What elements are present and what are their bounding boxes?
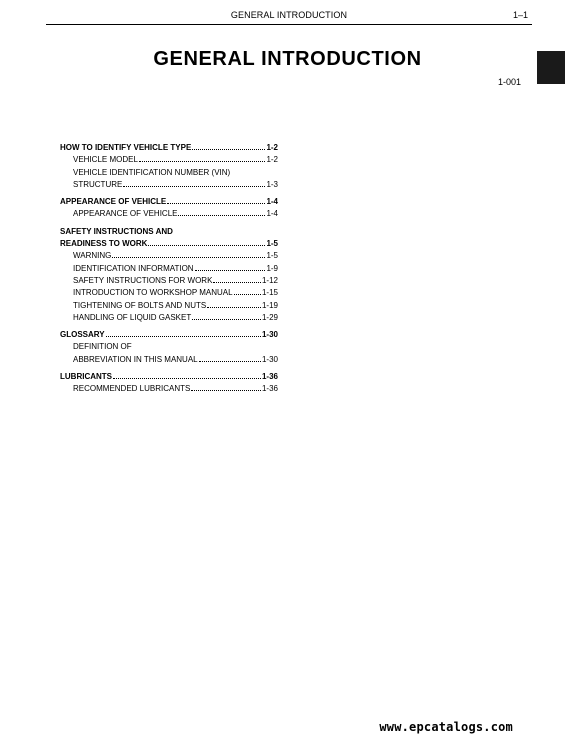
toc-leader-dots — [112, 256, 265, 258]
toc-entry-text: RECOMMENDED LUBRICANTS — [73, 384, 191, 394]
running-header-title: GENERAL INTRODUCTION — [230, 10, 348, 20]
toc-entry-page: 1-36 — [261, 384, 278, 394]
toc-main-entry[interactable] — [60, 329, 278, 341]
toc-leader-dots — [123, 185, 265, 187]
toc-entry-page: 1-4 — [266, 197, 278, 207]
toc-leader-dots — [199, 360, 261, 362]
toc-leader-dots — [167, 202, 265, 204]
toc-entry-text: HOW TO IDENTIFY VEHICLE TYPE — [60, 143, 192, 152]
toc-entry-text: INTRODUCTION TO WORKSHOP MANUAL — [73, 288, 233, 298]
page-title: GENERAL INTRODUCTION — [153, 48, 422, 70]
toc-entry-text: APPEARANCE OF VEHICLE — [60, 197, 167, 207]
toc-entry-page: 1-5 — [266, 239, 278, 249]
toc-entry-text: SAFETY INSTRUCTIONS FOR WORK — [73, 275, 213, 285]
toc-main-entry[interactable] — [60, 196, 278, 208]
table-of-contents — [60, 142, 278, 401]
toc-section — [60, 142, 278, 191]
toc-sub-entry[interactable] — [60, 167, 278, 179]
toc-leader-dots — [195, 269, 266, 271]
toc-entry-page: 1-5 — [266, 251, 278, 261]
toc-sub-entry[interactable] — [60, 312, 278, 324]
toc-entry-page: 1-2 — [266, 143, 278, 152]
toc-section — [60, 196, 278, 221]
toc-leader-dots — [139, 160, 266, 162]
toc-section — [60, 226, 278, 324]
toc-entry-text: TIGHTENING OF BOLTS AND NUTS — [73, 300, 207, 310]
toc-entry-text: IDENTIFICATION INFORMATION — [73, 263, 194, 273]
toc-sub-entry[interactable] — [60, 208, 278, 220]
running-header-page-number: 1–1 — [512, 10, 528, 20]
toc-section — [60, 371, 278, 396]
toc-leader-dots — [234, 293, 261, 295]
toc-entry-page: 1-19 — [261, 300, 278, 310]
toc-entry-page: 1-2 — [266, 155, 278, 165]
toc-leader-dots — [106, 335, 261, 337]
toc-leader-dots — [192, 318, 261, 320]
toc-sub-entry[interactable] — [60, 341, 278, 353]
toc-entry-page: 1-4 — [266, 209, 278, 219]
toc-sub-entry[interactable] — [60, 263, 278, 275]
toc-entry-text: GLOSSARY — [60, 330, 105, 340]
toc-entry-page: 1-3 — [266, 179, 278, 189]
toc-section — [60, 329, 278, 366]
toc-entry-text: HANDLING OF LIQUID GASKET — [73, 312, 192, 322]
footer-website-link[interactable]: www.epcatalogs.com — [379, 720, 513, 734]
toc-entry-text: APPEARANCE OF VEHICLE — [73, 209, 178, 219]
toc-entry-page: 1-12 — [261, 275, 278, 285]
toc-sub-entry[interactable] — [60, 275, 278, 287]
toc-entry-text: STRUCTURE — [73, 179, 123, 189]
toc-main-entry[interactable] — [60, 238, 278, 250]
toc-sub-entry[interactable] — [60, 287, 278, 299]
toc-entry-text: DEFINITION OF — [73, 342, 132, 352]
toc-entry-text: SAFETY INSTRUCTIONS AND — [60, 226, 173, 236]
toc-sub-entry[interactable] — [60, 383, 278, 395]
toc-entry-page: 1-15 — [261, 288, 278, 298]
toc-sub-entry[interactable] — [60, 300, 278, 312]
toc-entry-page: 1-30 — [261, 354, 278, 364]
toc-leader-dots — [207, 306, 261, 308]
toc-sub-entry[interactable] — [60, 179, 278, 191]
toc-entry-text: READINESS TO WORK — [60, 239, 148, 249]
page-code: 1-001 — [498, 77, 522, 87]
toc-entry-text: VEHICLE IDENTIFICATION NUMBER (VIN) — [73, 167, 231, 177]
toc-leader-dots — [192, 148, 265, 150]
toc-sub-entry[interactable] — [60, 250, 278, 262]
toc-leader-dots — [148, 244, 265, 246]
toc-entry-page: 1-30 — [261, 330, 278, 340]
toc-main-entry[interactable] — [60, 226, 278, 238]
toc-leader-dots — [113, 377, 261, 379]
toc-leader-dots — [213, 281, 261, 283]
toc-leader-dots — [178, 214, 265, 216]
toc-sub-entry[interactable] — [60, 354, 278, 366]
running-header — [46, 10, 532, 25]
toc-main-entry[interactable] — [60, 371, 278, 383]
toc-entry-text: ABBREVIATION IN THIS MANUAL — [73, 354, 198, 364]
toc-entry-text: LUBRICANTS — [60, 372, 112, 382]
toc-entry-text: VEHICLE MODEL — [73, 155, 138, 165]
toc-entry-page: 1-29 — [261, 312, 278, 322]
toc-main-entry[interactable] — [60, 142, 278, 154]
toc-entry-page: 1-9 — [266, 263, 278, 273]
toc-sub-entry[interactable] — [60, 154, 278, 166]
toc-leader-dots — [191, 389, 261, 391]
toc-entry-page: 1-36 — [261, 372, 278, 382]
toc-entry-text: WARNING — [73, 251, 112, 261]
